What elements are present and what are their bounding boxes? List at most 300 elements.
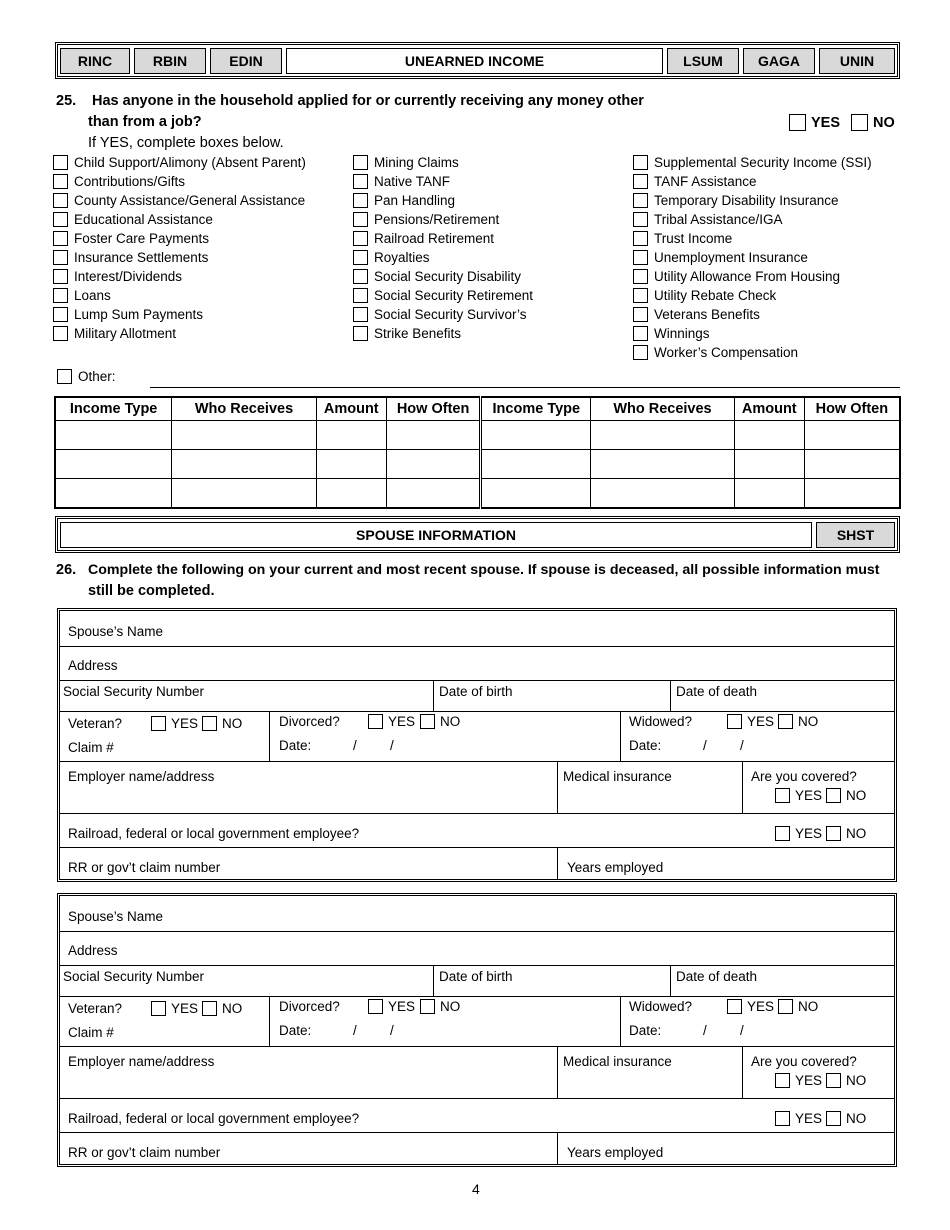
employer-field[interactable] <box>68 1054 214 1069</box>
income-source-checkbox[interactable] <box>633 174 648 189</box>
date-slash: / <box>740 738 744 753</box>
rr-claim-number-field[interactable] <box>68 1145 220 1160</box>
widowed-yes-option[interactable] <box>727 714 774 729</box>
table-cell[interactable] <box>172 421 317 450</box>
col-header-who-receives: Who Receives <box>172 397 317 421</box>
date-slash: / <box>390 738 394 753</box>
income-source-label: Trust Income <box>654 231 733 246</box>
table-cell[interactable] <box>316 479 386 509</box>
covered-yes-option[interactable] <box>775 1073 822 1088</box>
covered-no-checkbox[interactable] <box>826 788 841 803</box>
widowed-yes-checkbox[interactable] <box>727 714 742 729</box>
income-source-label: Unemployment Insurance <box>654 250 808 265</box>
divider <box>557 1046 558 1098</box>
covered-label: Are you covered? <box>751 769 857 784</box>
railroad-no-option[interactable] <box>826 826 866 841</box>
divorced-label: Divorced? <box>279 714 340 729</box>
veteran-no-option[interactable] <box>202 716 242 731</box>
spouse-name-field[interactable] <box>68 624 888 644</box>
no-label: NO <box>440 999 461 1014</box>
claim-number-label: Claim # <box>68 1025 114 1040</box>
section-title-unearned-income: UNEARNED INCOME <box>286 48 663 74</box>
other-checkbox[interactable] <box>57 369 72 384</box>
income-source-checkbox[interactable] <box>633 269 648 284</box>
income-source-option[interactable] <box>633 345 798 360</box>
divider <box>60 761 894 762</box>
code-rbin: RBIN <box>134 48 206 74</box>
income-source-option[interactable] <box>353 326 461 341</box>
table-cell[interactable] <box>591 479 735 509</box>
income-source-label: Pan Handling <box>374 193 456 208</box>
divider <box>60 965 894 966</box>
q25-line2: than from a job? <box>88 114 202 130</box>
income-source-checkbox[interactable] <box>53 307 68 322</box>
code-shst: SHST <box>816 522 895 548</box>
income-source-label: Educational Assistance <box>74 212 213 227</box>
income-source-label: Winnings <box>654 326 710 341</box>
code-gaga: GAGA <box>743 48 815 74</box>
yes-label: YES <box>171 716 199 731</box>
income-source-label: Utility Rebate Check <box>654 288 777 303</box>
divorced-no-checkbox[interactable] <box>420 999 435 1014</box>
address-field[interactable] <box>68 658 888 673</box>
q25-no-label: NO <box>873 114 895 131</box>
income-source-checkbox[interactable] <box>353 288 368 303</box>
income-source-label: TANF Assistance <box>654 174 757 189</box>
dod-field[interactable] <box>676 969 757 984</box>
table-cell[interactable] <box>316 421 386 450</box>
covered-yes-checkbox[interactable] <box>775 1073 790 1088</box>
income-source-label: Utility Allowance From Housing <box>654 269 841 284</box>
claim-number-label: Claim # <box>68 740 114 755</box>
divider <box>60 680 894 681</box>
income-source-other[interactable] <box>57 369 116 384</box>
rr-claim-number-label: RR or gov’t claim number <box>68 860 221 875</box>
income-source-label: Insurance Settlements <box>74 250 209 265</box>
income-source-option[interactable] <box>633 231 732 246</box>
income-source-option[interactable] <box>353 288 533 303</box>
divorced-no-option[interactable] <box>420 714 460 729</box>
income-source-checkbox[interactable] <box>353 250 368 265</box>
divider <box>557 847 558 879</box>
no-label: NO <box>798 999 819 1014</box>
table-cell[interactable] <box>55 450 172 479</box>
income-source-label: Pensions/Retirement <box>374 212 500 227</box>
divider <box>269 996 270 1046</box>
table-row <box>55 421 900 450</box>
medical-insurance-label: Medical insurance <box>563 1054 672 1069</box>
employer-field[interactable] <box>68 769 214 784</box>
divider <box>60 1132 894 1133</box>
code-lsum: LSUM <box>667 48 739 74</box>
col-header-amount: Amount <box>316 397 386 421</box>
income-source-checkbox[interactable] <box>353 269 368 284</box>
income-source-checkbox[interactable] <box>53 326 68 341</box>
income-source-option[interactable] <box>53 307 203 322</box>
railroad-no-option[interactable] <box>826 1111 866 1126</box>
income-source-checkbox[interactable] <box>53 193 68 208</box>
divider <box>742 1046 743 1098</box>
yes-label: YES <box>171 1001 199 1016</box>
divider <box>60 646 894 647</box>
divorced-yes-option[interactable] <box>368 714 415 729</box>
yes-label: YES <box>747 999 775 1014</box>
income-source-option[interactable] <box>53 231 209 246</box>
spouse-name-label: Spouse’s Name <box>68 624 164 639</box>
table-cell[interactable] <box>734 421 804 450</box>
q25-note: If YES, complete boxes below. <box>88 135 284 151</box>
divider <box>557 761 558 813</box>
income-source-label: Strike Benefits <box>374 326 462 341</box>
income-source-checkbox[interactable] <box>633 326 648 341</box>
income-source-option[interactable] <box>633 212 783 227</box>
veteran-no-checkbox[interactable] <box>202 716 217 731</box>
table-cell[interactable] <box>804 479 900 509</box>
q26-line1: Complete the following on your current and most recent spouse. If spouse is deceased, all possible information must <box>88 562 880 578</box>
col-header-income-type-2: Income Type <box>481 397 591 421</box>
years-employed-field[interactable] <box>567 1145 663 1160</box>
divider <box>742 761 743 813</box>
no-label: NO <box>798 714 819 729</box>
date-slash: / <box>703 1023 707 1038</box>
income-source-option[interactable] <box>353 307 527 322</box>
spouse-form-1 <box>57 608 897 882</box>
railroad-no-checkbox[interactable] <box>826 826 841 841</box>
spouse-name-field[interactable] <box>68 909 888 929</box>
divider <box>60 996 894 997</box>
years-employed-field[interactable] <box>567 860 663 875</box>
divider <box>557 1132 558 1164</box>
income-source-checkbox[interactable] <box>633 231 648 246</box>
table-cell[interactable] <box>591 421 735 450</box>
railroad-employee-label: Railroad, federal or local government employee? <box>68 1111 360 1126</box>
income-source-option[interactable] <box>53 155 306 170</box>
q25-no-option[interactable] <box>851 114 895 131</box>
covered-no-checkbox[interactable] <box>826 1073 841 1088</box>
income-source-option[interactable] <box>53 326 176 341</box>
yes-label: YES <box>795 826 823 841</box>
table-cell[interactable] <box>804 450 900 479</box>
income-source-checkbox[interactable] <box>53 250 68 265</box>
income-source-option[interactable] <box>353 174 450 189</box>
q26-line2: still be completed. <box>88 583 215 599</box>
yes-label: YES <box>795 1073 823 1088</box>
address-label: Address <box>68 943 118 958</box>
col-header-income-type: Income Type <box>55 397 172 421</box>
income-table-header-row <box>55 397 900 421</box>
income-source-checkbox[interactable] <box>53 288 68 303</box>
income-source-checkbox[interactable] <box>633 288 648 303</box>
veteran-label: Veteran? <box>68 1001 123 1016</box>
dob-field[interactable] <box>439 684 513 699</box>
address-field[interactable] <box>68 943 888 958</box>
income-source-checkbox[interactable] <box>53 155 68 170</box>
divider <box>269 711 270 761</box>
table-cell[interactable] <box>804 421 900 450</box>
rr-claim-number-label: RR or gov’t claim number <box>68 1145 221 1160</box>
divorced-yes-checkbox[interactable] <box>368 714 383 729</box>
table-cell[interactable] <box>386 479 481 509</box>
employer-label: Employer name/address <box>68 769 215 784</box>
income-source-option[interactable] <box>353 269 521 284</box>
covered-yes-option[interactable] <box>775 788 822 803</box>
widowed-no-checkbox[interactable] <box>778 714 793 729</box>
divorced-no-option[interactable] <box>420 999 460 1014</box>
divider <box>670 965 671 996</box>
income-source-checkbox[interactable] <box>633 212 648 227</box>
income-source-option[interactable] <box>353 250 430 265</box>
veteran-yes-option[interactable] <box>151 716 198 731</box>
widowed-label: Widowed? <box>629 714 693 729</box>
q25-yes-checkbox[interactable] <box>789 114 806 131</box>
no-label: NO <box>846 826 867 841</box>
no-label: NO <box>846 788 867 803</box>
rr-claim-number-field[interactable] <box>68 860 220 875</box>
income-source-option[interactable] <box>633 250 808 265</box>
widowed-date-label: Date: <box>629 738 662 753</box>
dod-field[interactable] <box>676 684 757 699</box>
date-slash: / <box>353 738 357 753</box>
table-cell[interactable] <box>55 479 172 509</box>
dod-label: Date of death <box>676 969 758 984</box>
income-source-checkbox[interactable] <box>53 269 68 284</box>
no-label: NO <box>440 714 461 729</box>
income-source-checkbox[interactable] <box>633 155 648 170</box>
section-title-spouse-information: SPOUSE INFORMATION <box>60 522 812 548</box>
income-source-checkbox[interactable] <box>53 174 68 189</box>
table-cell[interactable] <box>55 421 172 450</box>
income-source-label: County Assistance/General Assistance <box>74 193 306 208</box>
income-source-checkbox[interactable] <box>353 174 368 189</box>
veteran-no-option[interactable] <box>202 1001 242 1016</box>
income-source-checkbox[interactable] <box>353 155 368 170</box>
dob-label: Date of birth <box>439 969 513 984</box>
railroad-yes-option[interactable] <box>775 826 822 841</box>
other-entry-line[interactable] <box>150 387 900 388</box>
medical-insurance-field[interactable] <box>563 1054 672 1069</box>
dob-field[interactable] <box>439 969 513 984</box>
ssn-field[interactable] <box>63 684 204 699</box>
widowed-yes-checkbox[interactable] <box>727 999 742 1014</box>
no-label: NO <box>222 716 243 731</box>
table-row <box>55 479 900 509</box>
veteran-no-checkbox[interactable] <box>202 1001 217 1016</box>
income-source-option[interactable] <box>353 155 459 170</box>
q26-number: 26. <box>56 562 77 578</box>
date-slash: / <box>703 738 707 753</box>
code-unin: UNIN <box>819 48 895 74</box>
covered-no-option[interactable] <box>826 788 866 803</box>
q25-yes-option[interactable] <box>789 114 840 131</box>
medical-insurance-field[interactable] <box>563 769 672 784</box>
income-source-label: Child Support/Alimony (Absent Parent) <box>74 155 306 170</box>
covered-yes-checkbox[interactable] <box>775 788 790 803</box>
code-edin: EDIN <box>210 48 282 74</box>
income-source-label: Veterans Benefits <box>654 307 760 322</box>
table-cell[interactable] <box>386 421 481 450</box>
income-source-label: Contributions/Gifts <box>74 174 186 189</box>
employer-label: Employer name/address <box>68 1054 215 1069</box>
income-source-option[interactable] <box>633 307 760 322</box>
income-source-checkbox[interactable] <box>633 250 648 265</box>
income-source-option[interactable] <box>353 193 455 208</box>
divider <box>60 931 894 932</box>
table-cell[interactable] <box>386 450 481 479</box>
railroad-employee-label: Railroad, federal or local government employee? <box>68 826 360 841</box>
no-label: NO <box>846 1111 867 1126</box>
income-source-option[interactable] <box>53 250 208 265</box>
ssn-label: Social Security Number <box>63 969 205 984</box>
divorced-date-label: Date: <box>279 738 312 753</box>
no-label: NO <box>222 1001 243 1016</box>
income-source-option[interactable] <box>633 326 710 341</box>
railroad-yes-option[interactable] <box>775 1111 822 1126</box>
col-header-who-receives-2: Who Receives <box>591 397 735 421</box>
q25-no-checkbox[interactable] <box>851 114 868 131</box>
table-row <box>55 450 900 479</box>
income-source-option[interactable] <box>53 288 111 303</box>
income-source-label: Loans <box>74 288 111 303</box>
divorced-label: Divorced? <box>279 999 340 1014</box>
income-source-checkbox[interactable] <box>53 231 68 246</box>
income-source-label: Temporary Disability Insurance <box>654 193 839 208</box>
date-slash: / <box>353 1023 357 1038</box>
income-source-label: Supplemental Security Income (SSI) <box>654 155 872 170</box>
income-source-checkbox[interactable] <box>353 193 368 208</box>
page-number: 4 <box>472 1181 480 1197</box>
income-source-option[interactable] <box>353 231 494 246</box>
widowed-no-checkbox[interactable] <box>778 999 793 1014</box>
q25-yes-label: YES <box>811 114 841 131</box>
income-source-label: Railroad Retirement <box>374 231 495 246</box>
divorced-yes-checkbox[interactable] <box>368 999 383 1014</box>
income-source-checkbox[interactable] <box>633 307 648 322</box>
income-source-option[interactable] <box>633 174 757 189</box>
income-source-checkbox[interactable] <box>353 212 368 227</box>
income-source-label: Royalties <box>374 250 430 265</box>
spouse-form-2 <box>57 893 897 1167</box>
veteran-label: Veteran? <box>68 716 123 731</box>
income-source-option[interactable] <box>53 193 305 208</box>
income-source-option[interactable] <box>353 212 499 227</box>
divorced-no-checkbox[interactable] <box>420 714 435 729</box>
divider <box>433 965 434 996</box>
income-source-checkbox[interactable] <box>353 307 368 322</box>
table-cell[interactable] <box>734 479 804 509</box>
table-cell[interactable] <box>481 479 591 509</box>
income-source-label: Mining Claims <box>374 155 459 170</box>
covered-label: Are you covered? <box>751 1054 857 1069</box>
divorced-date-label: Date: <box>279 1023 312 1038</box>
income-source-label: Tribal Assistance/IGA <box>654 212 783 227</box>
table-cell[interactable] <box>481 421 591 450</box>
income-source-label: Native TANF <box>374 174 451 189</box>
divider <box>60 847 894 848</box>
income-source-label: Interest/Dividends <box>74 269 183 284</box>
income-source-option[interactable] <box>633 269 840 284</box>
income-source-label: Social Security Disability <box>374 269 522 284</box>
income-source-option[interactable] <box>633 155 872 170</box>
income-source-option[interactable] <box>53 174 185 189</box>
unearned-income-header <box>55 42 900 79</box>
divider <box>620 711 621 761</box>
years-employed-label: Years employed <box>567 1145 664 1160</box>
table-cell[interactable] <box>172 479 317 509</box>
dod-label: Date of death <box>676 684 758 699</box>
col-header-how-often: How Often <box>386 397 481 421</box>
railroad-yes-checkbox[interactable] <box>775 826 790 841</box>
income-table <box>54 396 901 509</box>
table-cell[interactable] <box>172 450 317 479</box>
income-source-label: Military Allotment <box>74 326 177 341</box>
covered-no-option[interactable] <box>826 1073 866 1088</box>
railroad-yes-checkbox[interactable] <box>775 1111 790 1126</box>
income-source-option[interactable] <box>53 212 213 227</box>
income-source-option[interactable] <box>633 288 776 303</box>
income-source-checkbox[interactable] <box>633 345 648 360</box>
ssn-field[interactable] <box>63 969 204 984</box>
divider <box>620 996 621 1046</box>
widowed-yes-option[interactable] <box>727 999 774 1014</box>
table-cell[interactable] <box>734 450 804 479</box>
ssn-label: Social Security Number <box>63 684 205 699</box>
divider <box>670 680 671 711</box>
income-source-label: Foster Care Payments <box>74 231 210 246</box>
income-source-checkbox[interactable] <box>53 212 68 227</box>
q25-number: 25. <box>56 93 77 109</box>
veteran-yes-checkbox[interactable] <box>151 1001 166 1016</box>
income-source-option[interactable] <box>633 193 839 208</box>
income-source-checkbox[interactable] <box>353 326 368 341</box>
income-source-checkbox[interactable] <box>353 231 368 246</box>
widowed-no-option[interactable] <box>778 714 818 729</box>
date-slash: / <box>740 1023 744 1038</box>
table-cell[interactable] <box>591 450 735 479</box>
yes-label: YES <box>388 714 416 729</box>
widowed-label: Widowed? <box>629 999 693 1014</box>
years-employed-label: Years employed <box>567 860 664 875</box>
table-cell[interactable] <box>316 450 386 479</box>
table-cell[interactable] <box>481 450 591 479</box>
col-header-how-often-2: How Often <box>804 397 900 421</box>
divider <box>60 1046 894 1047</box>
income-source-option[interactable] <box>53 269 182 284</box>
divorced-yes-option[interactable] <box>368 999 415 1014</box>
yes-label: YES <box>747 714 775 729</box>
widowed-no-option[interactable] <box>778 999 818 1014</box>
income-source-label: Worker’s Compensation <box>654 345 799 360</box>
dob-label: Date of birth <box>439 684 513 699</box>
veteran-yes-checkbox[interactable] <box>151 716 166 731</box>
col-header-amount-2: Amount <box>734 397 804 421</box>
divider <box>433 680 434 711</box>
code-rinc: RINC <box>60 48 130 74</box>
veteran-yes-option[interactable] <box>151 1001 198 1016</box>
yes-label: YES <box>795 788 823 803</box>
income-source-label: Lump Sum Payments <box>74 307 204 322</box>
spouse-name-label: Spouse’s Name <box>68 909 164 924</box>
medical-insurance-label: Medical insurance <box>563 769 672 784</box>
income-source-checkbox[interactable] <box>633 193 648 208</box>
yes-label: YES <box>388 999 416 1014</box>
divider <box>60 813 894 814</box>
no-label: NO <box>846 1073 867 1088</box>
q25-line1: Has anyone in the household applied for or currently receiving any money other <box>92 93 644 109</box>
spouse-information-header <box>55 516 900 553</box>
divider <box>60 1098 894 1099</box>
divider <box>60 711 894 712</box>
railroad-no-checkbox[interactable] <box>826 1111 841 1126</box>
